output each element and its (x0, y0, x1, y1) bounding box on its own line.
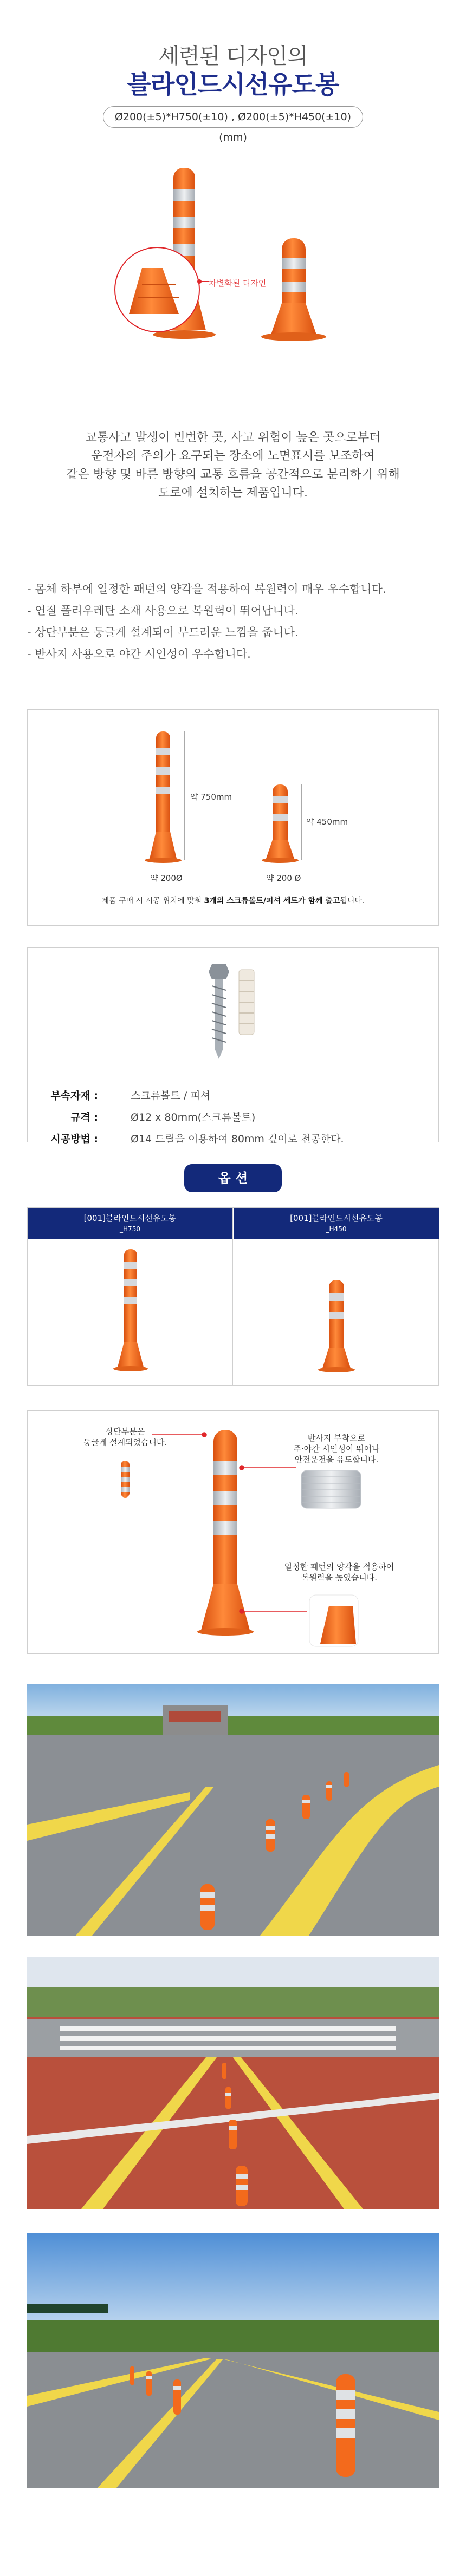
installation-photo-2 (27, 1957, 439, 2209)
accessory-row (28, 1106, 438, 1127)
tall-diameter-label: 약 200Ø (150, 873, 183, 883)
hero-title: 블라인드시선유도봉 (127, 70, 339, 99)
anchor-plug-graphic (239, 970, 254, 1035)
feature-item: - 반사지 사용으로 야간 시인성이 우수합니다. (27, 648, 251, 661)
detail-top-right-text (290, 1433, 383, 1465)
hero-callout-label: 차별화된 디자인 (209, 278, 267, 288)
note-suffix: 됩니다. (340, 897, 365, 905)
detail-line: 둥글게 설계되었습니다. (83, 1437, 167, 1447)
option-image-h750 (28, 1239, 233, 1385)
short-diameter-label: 약 200 Ø (266, 873, 301, 883)
intro-line: 교통사고 발생이 빈번한 곳, 사고 위험이 높은 곳으로부터 (85, 431, 381, 444)
dimension-note (28, 895, 438, 906)
accessory-box (27, 947, 439, 1145)
hero-product-illustration (0, 152, 466, 401)
detail-line: 반사지 부착으로 (307, 1433, 366, 1443)
spec-pill: Ø200(±5)*H750(±10) , Ø200(±5)*H450(±10) (mm) (103, 106, 363, 128)
base-zoom (309, 1595, 358, 1646)
tall-height-label: 약 750mm (190, 792, 232, 802)
option-subtitle: _H450 (326, 1225, 347, 1233)
road-scene-3 (27, 2233, 439, 2488)
installation-photo-3 (27, 2233, 439, 2488)
option-title: [001]블라인드시선유도봉 (290, 1213, 383, 1223)
note-prefix: 제품 구매 시 시공 위치에 맞춰 (101, 897, 204, 905)
accessory-table (28, 1074, 438, 1149)
detail-line: 일정한 패턴의 양각을 적용하여 (284, 1562, 394, 1572)
intro-line: 같은 방향 및 바른 방향의 교통 흐름을 공간적으로 분리하기 위해 (66, 468, 400, 481)
road-scene-2 (27, 1957, 439, 2209)
screw-bolt-graphic (209, 964, 229, 1059)
intro-line: 운전자의 주의가 요구되는 장소에 노면표시를 보조하여 (91, 449, 375, 463)
intro-line: 도로에 설치하는 제품입니다. (158, 486, 308, 500)
option-card-h450[interactable] (234, 1208, 439, 1385)
feature-list (27, 578, 386, 665)
installation-photo-1 (27, 1684, 439, 1936)
option-badge: 옵 션 (184, 1164, 282, 1192)
accessory-key: 규격 : (70, 1111, 98, 1123)
option-grid (27, 1207, 439, 1386)
accessory-row (28, 1127, 438, 1149)
accessory-value: Ø14 드릴을 이용하여 80mm 깊이로 천공한다. (131, 1133, 344, 1145)
option-header (234, 1208, 439, 1239)
detail-line: 복원력을 높였습니다. (301, 1573, 377, 1583)
road-scene-1 (27, 1684, 439, 1936)
option-subtitle: _H750 (120, 1225, 140, 1233)
detail-top-left-text (79, 1426, 171, 1448)
small-post-thumb (121, 1461, 130, 1498)
detail-line: 상단부분은 (105, 1427, 145, 1436)
central-post (197, 1430, 254, 1636)
accessory-key: 시공방법 : (50, 1133, 98, 1145)
dimension-illustration (28, 710, 439, 926)
option-title: [001]블라인드시선유도봉 (83, 1213, 177, 1223)
option-image-h450 (234, 1239, 439, 1385)
short-post-dimension (262, 784, 301, 863)
detail-feature-box (27, 1410, 439, 1654)
option-card-h750[interactable] (28, 1208, 233, 1385)
dimension-box (27, 709, 439, 926)
detail-line: 주·야간 시인성이 뛰어나 (293, 1444, 380, 1454)
option-header (28, 1208, 232, 1239)
feature-item: - 몸체 하부에 일정한 패턴의 양각을 적용하여 복원력이 매우 우수합니다. (27, 583, 386, 596)
feature-item: - 상단부분은 둥글게 설계되어 부드러운 느낌을 줍니다. (27, 626, 299, 639)
feature-item: - 연질 폴리우레탄 소재 사용으로 복원력이 뛰어납니다. (27, 604, 299, 617)
intro-text (0, 429, 466, 502)
accessory-row (28, 1084, 438, 1106)
tall-post-dimension (145, 731, 185, 863)
note-bold: 3개의 스크류볼트/피셔 세트가 함께 출고 (204, 897, 340, 905)
short-post-graphic (261, 238, 326, 341)
accessory-key: 부속자재 : (50, 1089, 98, 1102)
detail-line: 안전운전을 유도합니다. (294, 1455, 379, 1464)
screw-anchor-illustration (28, 948, 439, 1073)
hero-section (0, 0, 466, 411)
accessory-value: Ø12 x 80mm(스크류볼트) (131, 1111, 256, 1123)
short-height-label: 약 450mm (306, 817, 348, 827)
accessory-value: 스크류볼트 / 피셔 (131, 1089, 210, 1102)
detail-bottom-right-text (282, 1561, 396, 1583)
hero-subtitle: 세련된 디자인의 (158, 44, 308, 69)
reflector-zoom (301, 1470, 361, 1508)
